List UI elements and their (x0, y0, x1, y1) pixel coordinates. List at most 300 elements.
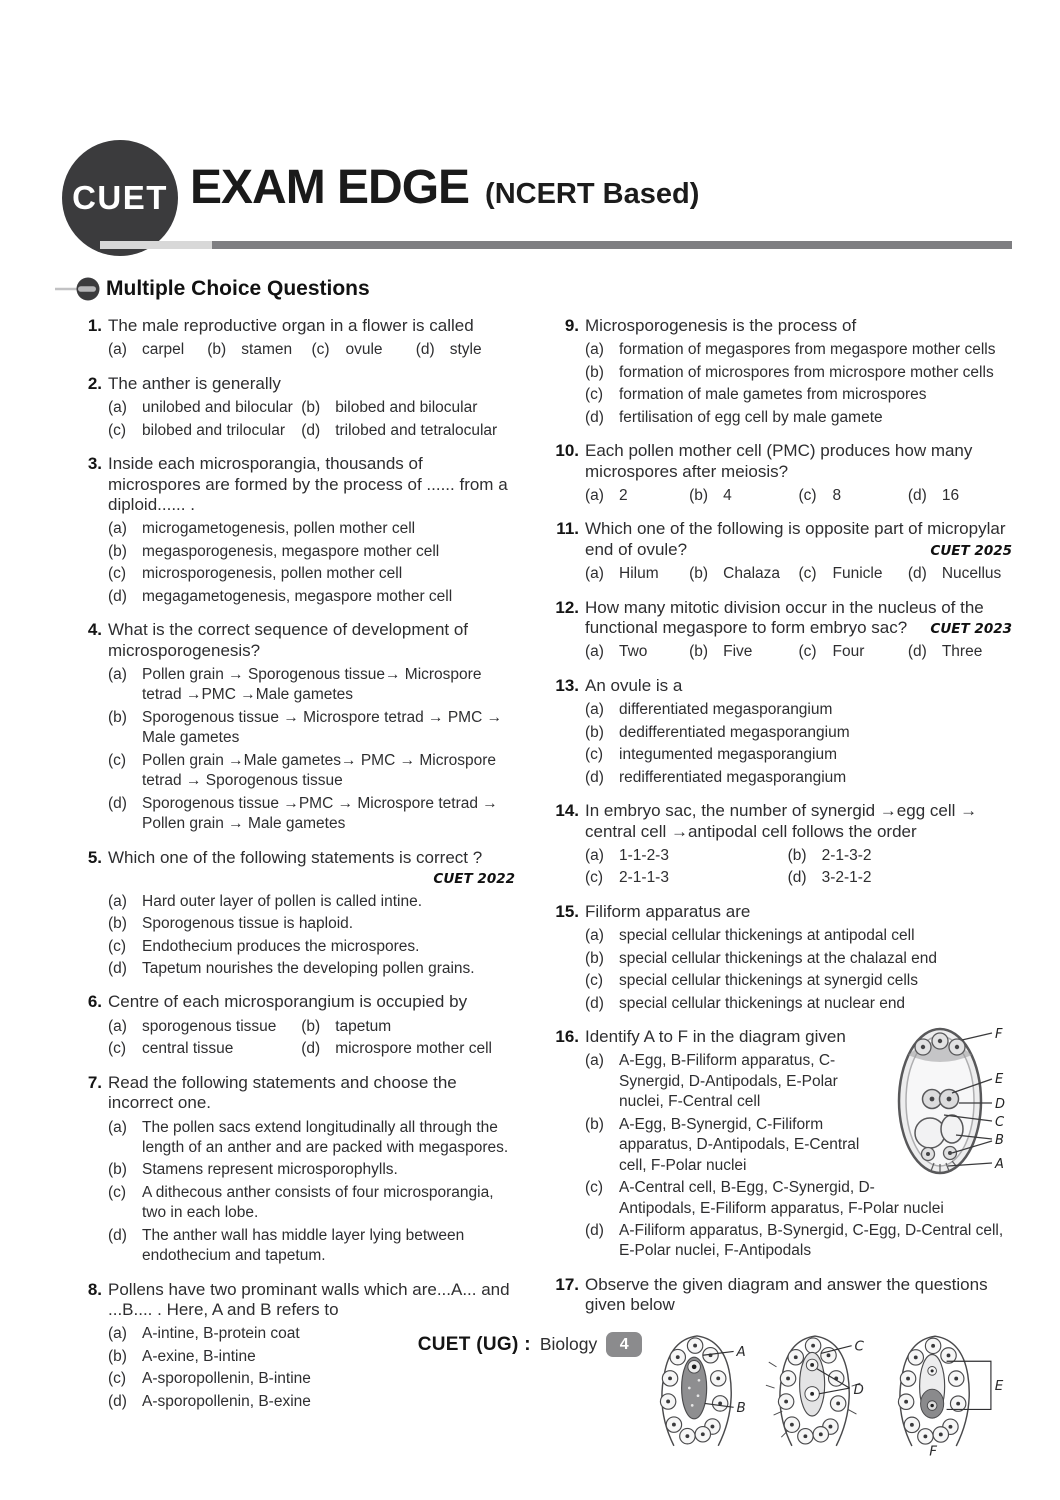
question-body (108, 1073, 515, 1114)
option (301, 1039, 515, 1059)
option (585, 745, 1012, 765)
option-text: Pollen grain →Male gametes→ PMC → Microspore tetrad → Sporogenous tissue (142, 751, 497, 790)
option-label: (b) (689, 643, 709, 661)
option-label: (c) (798, 643, 817, 661)
option (585, 926, 1012, 946)
option (108, 519, 515, 539)
option (108, 708, 515, 749)
question-body (108, 848, 515, 868)
question-block (555, 902, 1012, 1016)
option-label: (c) (798, 565, 817, 583)
page-footer (0, 1332, 1060, 1357)
option-text: Sporogenous tissue → Microspore tetrad → PMC → Male gametes (142, 708, 503, 747)
option (108, 587, 515, 607)
option-text: style (449, 341, 482, 359)
question-body (585, 519, 1012, 560)
option-text: Two (619, 643, 648, 661)
question-block (555, 676, 1012, 790)
option-label: (c) (585, 972, 604, 990)
option-label: (a) (585, 701, 604, 719)
option-label: (b) (301, 399, 321, 417)
option (108, 914, 515, 934)
question-block (78, 848, 515, 982)
question-block (78, 316, 515, 363)
option-label: (c) (108, 421, 127, 439)
option (908, 564, 1012, 584)
question-body (585, 1027, 1012, 1047)
header-rule-light (100, 241, 212, 249)
option-text: A-Egg, B-Synergid, C-Filiform apparatus, D-Antipodals, E-Central cell, F-Polar nuclei (619, 1115, 860, 1174)
question-block (78, 374, 515, 443)
question-body (585, 1275, 1012, 1316)
question-body (585, 316, 1012, 336)
option-label: (a) (585, 1052, 604, 1070)
option-text: microsporogenesis, pollen mother cell (142, 565, 403, 583)
option-label: (b) (108, 1347, 127, 1365)
option-text: formation of male gametes from microspores (619, 386, 927, 404)
exam-year-tag-row (108, 869, 515, 888)
option-label: (c) (108, 565, 127, 583)
option (788, 846, 1012, 866)
option-label: (a) (585, 565, 604, 583)
option-label: (c) (585, 1179, 604, 1197)
options-list (108, 340, 515, 362)
option (585, 971, 1012, 991)
question-number: 16. (555, 1027, 579, 1046)
option (585, 846, 784, 866)
option-label: (c) (108, 1183, 127, 1201)
option-text: A-Central cell, B-Egg, C-Synergid, D-Antipodals, E-Filiform apparatus, F-Polar nuclei (619, 1179, 944, 1217)
question-block (78, 992, 515, 1061)
option-label: (b) (689, 565, 709, 583)
option-text: 2-1-1-3 (619, 869, 669, 887)
page-header (190, 160, 699, 215)
right-column (555, 316, 1012, 1475)
options-list (585, 700, 1012, 788)
option (108, 959, 515, 979)
option-text: bilobed and trilocular (142, 421, 286, 439)
option-text: 2-1-3-2 (821, 846, 872, 864)
question-text: Read the following statements and choose the incorrect one. (108, 1072, 457, 1113)
option (585, 486, 689, 506)
option-text: fertilisation of egg cell by male gamete (619, 408, 883, 426)
question-number: 3. (87, 454, 102, 474)
exam-year-tag: CUET 2025 (930, 543, 1012, 560)
option-text: A-sporopollenin, B-intine (142, 1370, 311, 1388)
option (108, 542, 515, 562)
option-text: megagametogenesis, megaspore mother cell (142, 587, 453, 605)
option-label: (d) (108, 1226, 127, 1244)
option-text: redifferentiated megasporangium (619, 768, 847, 786)
question-text: The male reproductive organ in a flower is called (108, 316, 474, 335)
options-list (108, 665, 515, 835)
option (108, 1039, 297, 1059)
option-text: A-Filiform apparatus, B-Synergid, C-Egg, D-Central cell, E-Polar nuclei, F-Antipodals (619, 1222, 1004, 1260)
option (108, 340, 207, 360)
option-text: Three (941, 643, 983, 661)
question-number: 11. (556, 519, 579, 539)
option (689, 486, 798, 506)
question-body (585, 441, 1012, 482)
question-number: 4. (87, 620, 102, 640)
option-text: 16 (941, 486, 960, 504)
option-label: (d) (585, 1222, 604, 1240)
option-text: Endothecium produces the microspores. (142, 937, 420, 955)
option (108, 1160, 515, 1180)
page-title: EXAM EDGE (190, 161, 470, 214)
diagram-label-e: E (995, 1072, 1004, 1087)
section-heading (55, 276, 370, 302)
option-text: trilobed and tetralocular (335, 421, 498, 439)
question-text: An ovule is a (585, 675, 683, 695)
option-label: (d) (301, 421, 321, 439)
question-number: 6. (87, 992, 102, 1012)
question-body (108, 620, 515, 661)
option-label: (a) (108, 1017, 127, 1035)
option (585, 949, 1012, 969)
footer-subject: Biology (539, 1334, 598, 1354)
option-label: (b) (689, 486, 709, 504)
option-label: (a) (585, 927, 604, 945)
option-text: differentiated megasporangium (619, 701, 833, 719)
option-text: Hilum (619, 565, 659, 583)
option-label: (c) (798, 486, 817, 504)
option-text: formation of microspores from microspore mother cells (619, 363, 994, 381)
option (301, 398, 515, 418)
option (108, 1118, 515, 1159)
question-number: 5. (87, 847, 102, 867)
options-list (108, 398, 515, 443)
question-body (585, 801, 1012, 842)
option (585, 385, 1012, 405)
option (108, 421, 297, 441)
cuet-logo (62, 140, 178, 256)
option-text: Sporogenous tissue is haploid. (142, 915, 354, 933)
question-body (585, 902, 1012, 922)
option (585, 1115, 1012, 1176)
option (585, 723, 1012, 743)
option-label: (d) (108, 587, 127, 605)
option-label: (d) (301, 1040, 321, 1058)
question-body (108, 454, 515, 515)
option-label: (a) (108, 1325, 127, 1343)
option-text: Five (723, 643, 753, 661)
option-label: (b) (108, 915, 127, 933)
option-text: 3-2-1-2 (821, 869, 872, 887)
question-number: 2. (87, 373, 102, 393)
diagram-label-d: D (853, 1381, 864, 1398)
option-text: A-exine, B-intine (142, 1347, 256, 1365)
diagram-label-b: B (995, 1133, 1004, 1148)
option (585, 564, 689, 584)
question-text: Pollens have two prominant walls which are...A... and ...B.... . Here, A and B refers to (108, 1279, 510, 1320)
option-text: central tissue (142, 1040, 234, 1058)
option (108, 892, 515, 912)
option (908, 642, 1012, 662)
option (108, 794, 515, 835)
option-label: (a) (108, 892, 127, 910)
option (108, 564, 515, 584)
diagram-label-c: C (854, 1338, 864, 1355)
option-label: (a) (108, 665, 127, 683)
option (108, 1392, 515, 1412)
question-number: 13. (555, 675, 579, 695)
option-text: A-Egg, B-Filiform apparatus, C-Synergid, D-Antipodals, E-Polar nuclei, F-Central cell (619, 1052, 838, 1111)
option (108, 1369, 515, 1389)
option (788, 868, 1012, 888)
question-text: Microsporogenesis is the process of (585, 316, 857, 335)
options-list (585, 926, 1012, 1014)
diagram-label-a: A (995, 1157, 1004, 1172)
option-text: special cellular thickenings at synergid cells (619, 972, 918, 990)
option-label: (c) (585, 869, 604, 887)
option (207, 340, 311, 360)
cuet-logo-text: CUET (72, 179, 168, 216)
question-number: 9. (564, 316, 579, 335)
option-label: (b) (585, 723, 604, 741)
diagram-label-f: F (995, 1027, 1003, 1042)
option (908, 486, 1012, 506)
option-label: (a) (108, 520, 127, 538)
option-text: ovule (345, 341, 383, 359)
options-list (108, 1118, 515, 1267)
option-label: (c) (108, 751, 127, 769)
option-label: (d) (585, 768, 604, 786)
option-label: (c) (108, 1040, 127, 1058)
option (585, 340, 1012, 360)
option-label: (d) (108, 959, 127, 977)
options-list (585, 642, 1012, 664)
option (585, 408, 1012, 428)
question-body (585, 676, 1012, 696)
option (585, 1221, 1012, 1262)
diagram-label-f: F (929, 1443, 937, 1460)
option (799, 642, 908, 662)
question-text: Observe the given diagram and answer the questions given below (585, 1274, 988, 1315)
option-label: (d) (787, 869, 807, 887)
option-text: A-sporopollenin, B-exine (142, 1392, 311, 1410)
footer-brand: CUET (UG) : (417, 1333, 531, 1355)
option-text: Sporogenous tissue →PMC → Microspore tetrad → Pollen grain → Male gametes (142, 794, 498, 833)
option-text: Chalaza (723, 565, 781, 583)
options-list (108, 1017, 515, 1062)
questions-columns (78, 316, 1012, 1475)
option-label: (a) (108, 341, 127, 359)
option (108, 665, 515, 706)
option-label: (b) (207, 341, 227, 359)
option-text: 1-1-2-3 (619, 846, 669, 864)
options-list (108, 519, 515, 607)
option-label: (c) (585, 746, 604, 764)
option-label: (b) (585, 949, 604, 967)
options-list (585, 486, 1012, 508)
question-number: 15. (555, 901, 579, 921)
section-title: Multiple Choice Questions (106, 277, 370, 300)
option (689, 642, 798, 662)
option-text: microgametogenesis, pollen mother cell (142, 520, 416, 538)
exam-year-tag: CUET 2022 (433, 870, 515, 887)
option-text: stamen (241, 341, 293, 359)
question-text: What is the correct sequence of development of microsporogenesis? (108, 620, 469, 660)
question-block (555, 598, 1012, 665)
question-text: Filiform apparatus are (585, 901, 751, 921)
diagram-label-a: A (736, 1343, 746, 1360)
option-text: A-intine, B-protein coat (142, 1325, 300, 1343)
question-number: 7. (87, 1072, 102, 1092)
option-text: Tapetum nourishes the developing pollen grains. (142, 959, 475, 977)
header-rule-dark (212, 241, 1012, 249)
left-column (78, 316, 515, 1475)
option-text: megasporogenesis, megaspore mother cell (142, 542, 440, 560)
option (312, 340, 416, 360)
option-label: (d) (907, 486, 927, 504)
option-label: (c) (311, 341, 330, 359)
option (108, 751, 515, 792)
page-number-badge: 4 (606, 1332, 642, 1357)
option-label: (d) (108, 794, 127, 812)
option (416, 340, 515, 360)
option-label: (c) (108, 1370, 127, 1388)
option-text: A dithecous anther consists of four microsporangia, two in each lobe. (142, 1183, 494, 1222)
question-text: Inside each microsporangia, thousands of microspores are formed by the process of ...... from a diploid...... . (108, 454, 508, 514)
option (108, 1183, 515, 1224)
option (689, 564, 798, 584)
question-number: 10. (555, 441, 579, 461)
option-text: microspore mother cell (335, 1040, 492, 1058)
option-text: carpel (142, 341, 185, 359)
option (108, 1226, 515, 1267)
options-list (585, 564, 1012, 586)
question-text: The anther is generally (108, 373, 281, 393)
question-body (108, 374, 515, 394)
options-list (108, 892, 515, 980)
question-block (78, 620, 515, 836)
question-body (108, 1280, 515, 1321)
option-label: (d) (907, 565, 927, 583)
option-text: Funicle (832, 565, 883, 583)
page-subtitle: (NCERT Based) (485, 178, 700, 210)
option-label: (a) (585, 486, 604, 504)
option-text: unilobed and bilocular (142, 399, 293, 417)
option-text: Pollen grain → Sporogenous tissue→ Microspore tetrad →PMC →Male gametes (142, 665, 482, 704)
option (585, 363, 1012, 383)
diagram-label-b: B (736, 1399, 746, 1416)
question-block (555, 801, 1012, 891)
option (799, 564, 908, 584)
option-label: (d) (907, 643, 927, 661)
option (585, 768, 1012, 788)
option-label: (b) (787, 846, 807, 864)
option-text: special cellular thickenings at antipodal cell (619, 927, 915, 945)
option-text: dedifferentiated megasporangium (619, 723, 850, 741)
question-text: Which one of the following statements is correct ? (108, 847, 483, 867)
option-label: (a) (108, 399, 127, 417)
question-text: Identify A to F in the diagram given (585, 1027, 846, 1046)
option-label: (b) (585, 1115, 604, 1133)
option-label: (b) (301, 1017, 321, 1035)
option-text: Four (832, 643, 865, 661)
option (585, 700, 1012, 720)
option-text: sporogenous tissue (142, 1017, 277, 1035)
option-text: 4 (723, 486, 732, 504)
option (108, 1017, 297, 1037)
option-text: formation of megaspores from megaspore mother cells (619, 341, 996, 359)
option-label: (b) (108, 1161, 127, 1179)
question-block (555, 316, 1012, 430)
option-text: bilobed and bilocular (335, 399, 478, 417)
option (108, 398, 297, 418)
option-text: special cellular thickenings at nuclear end (619, 994, 906, 1012)
option-label: (a) (585, 341, 604, 359)
option-text: Stamens represent microsporophylls. (142, 1161, 398, 1179)
option (585, 642, 689, 662)
option-label: (a) (585, 846, 604, 864)
option-text: 2 (619, 486, 628, 504)
question-block (78, 454, 515, 609)
question-number: 14. (555, 801, 579, 821)
option-label: (c) (585, 386, 604, 404)
question-text: In embryo sac, the number of synergid →egg cell → central cell →antipodal cell follows the order (585, 801, 978, 841)
option (585, 1051, 1012, 1112)
question-text: How many mitotic division occur in the nucleus of the functional megaspore to form embryo sac? (585, 597, 984, 638)
option-text: Hard outer layer of pollen is called intine. (142, 892, 423, 910)
option (585, 994, 1012, 1014)
option-label: (b) (108, 708, 127, 726)
question-block (555, 519, 1012, 586)
option (108, 937, 515, 957)
option-text: integumented megasporangium (619, 746, 837, 764)
option-label: (d) (585, 994, 604, 1012)
exam-year-tag: CUET 2023 (930, 621, 1012, 638)
question-number: 12. (555, 597, 579, 617)
question-body (108, 316, 515, 336)
option-label: (a) (585, 643, 604, 661)
option (301, 1017, 515, 1037)
option (301, 421, 515, 441)
option-text: The anther wall has middle layer lying between endothecium and tapetum. (142, 1226, 465, 1265)
question-number: 8. (87, 1279, 102, 1299)
options-list (585, 340, 1012, 428)
option-label: (d) (585, 408, 604, 426)
option-label: (d) (108, 1392, 127, 1410)
question-body (108, 992, 515, 1012)
question-text: Which one of the following is opposite part of micropylar end of ovule? (585, 519, 1006, 559)
option-label: (d) (415, 341, 435, 359)
option-label: (b) (585, 363, 604, 381)
option-label: (b) (108, 542, 127, 560)
option-label: (a) (108, 1118, 127, 1136)
options-list (585, 846, 1012, 891)
option-text: Nucellus (941, 565, 1002, 583)
diagram-label-c: C (995, 1115, 1005, 1130)
option-label: (c) (108, 937, 127, 955)
question-number: 17. (555, 1274, 579, 1294)
option (585, 868, 784, 888)
question-block (555, 441, 1012, 508)
option-text: tapetum (335, 1017, 392, 1035)
diagram-label-d: D (995, 1097, 1006, 1112)
option-text: The pollen sacs extend longitudinally all through the length of an anther and are packed with megaspores. (142, 1118, 509, 1156)
diagram-label-e: E (994, 1377, 1004, 1394)
options-list (585, 1051, 1012, 1262)
question-block (555, 1027, 1012, 1264)
question-block (555, 1275, 1012, 1464)
option-text: 8 (832, 486, 842, 504)
option (585, 1178, 1012, 1219)
question-text: Each pollen mother cell (PMC) produces how many microspores after meiosis? (585, 441, 973, 481)
option-text: special cellular thickenings at the chalazal end (619, 949, 937, 967)
question-text: Centre of each microsporangium is occupied by (108, 992, 468, 1012)
